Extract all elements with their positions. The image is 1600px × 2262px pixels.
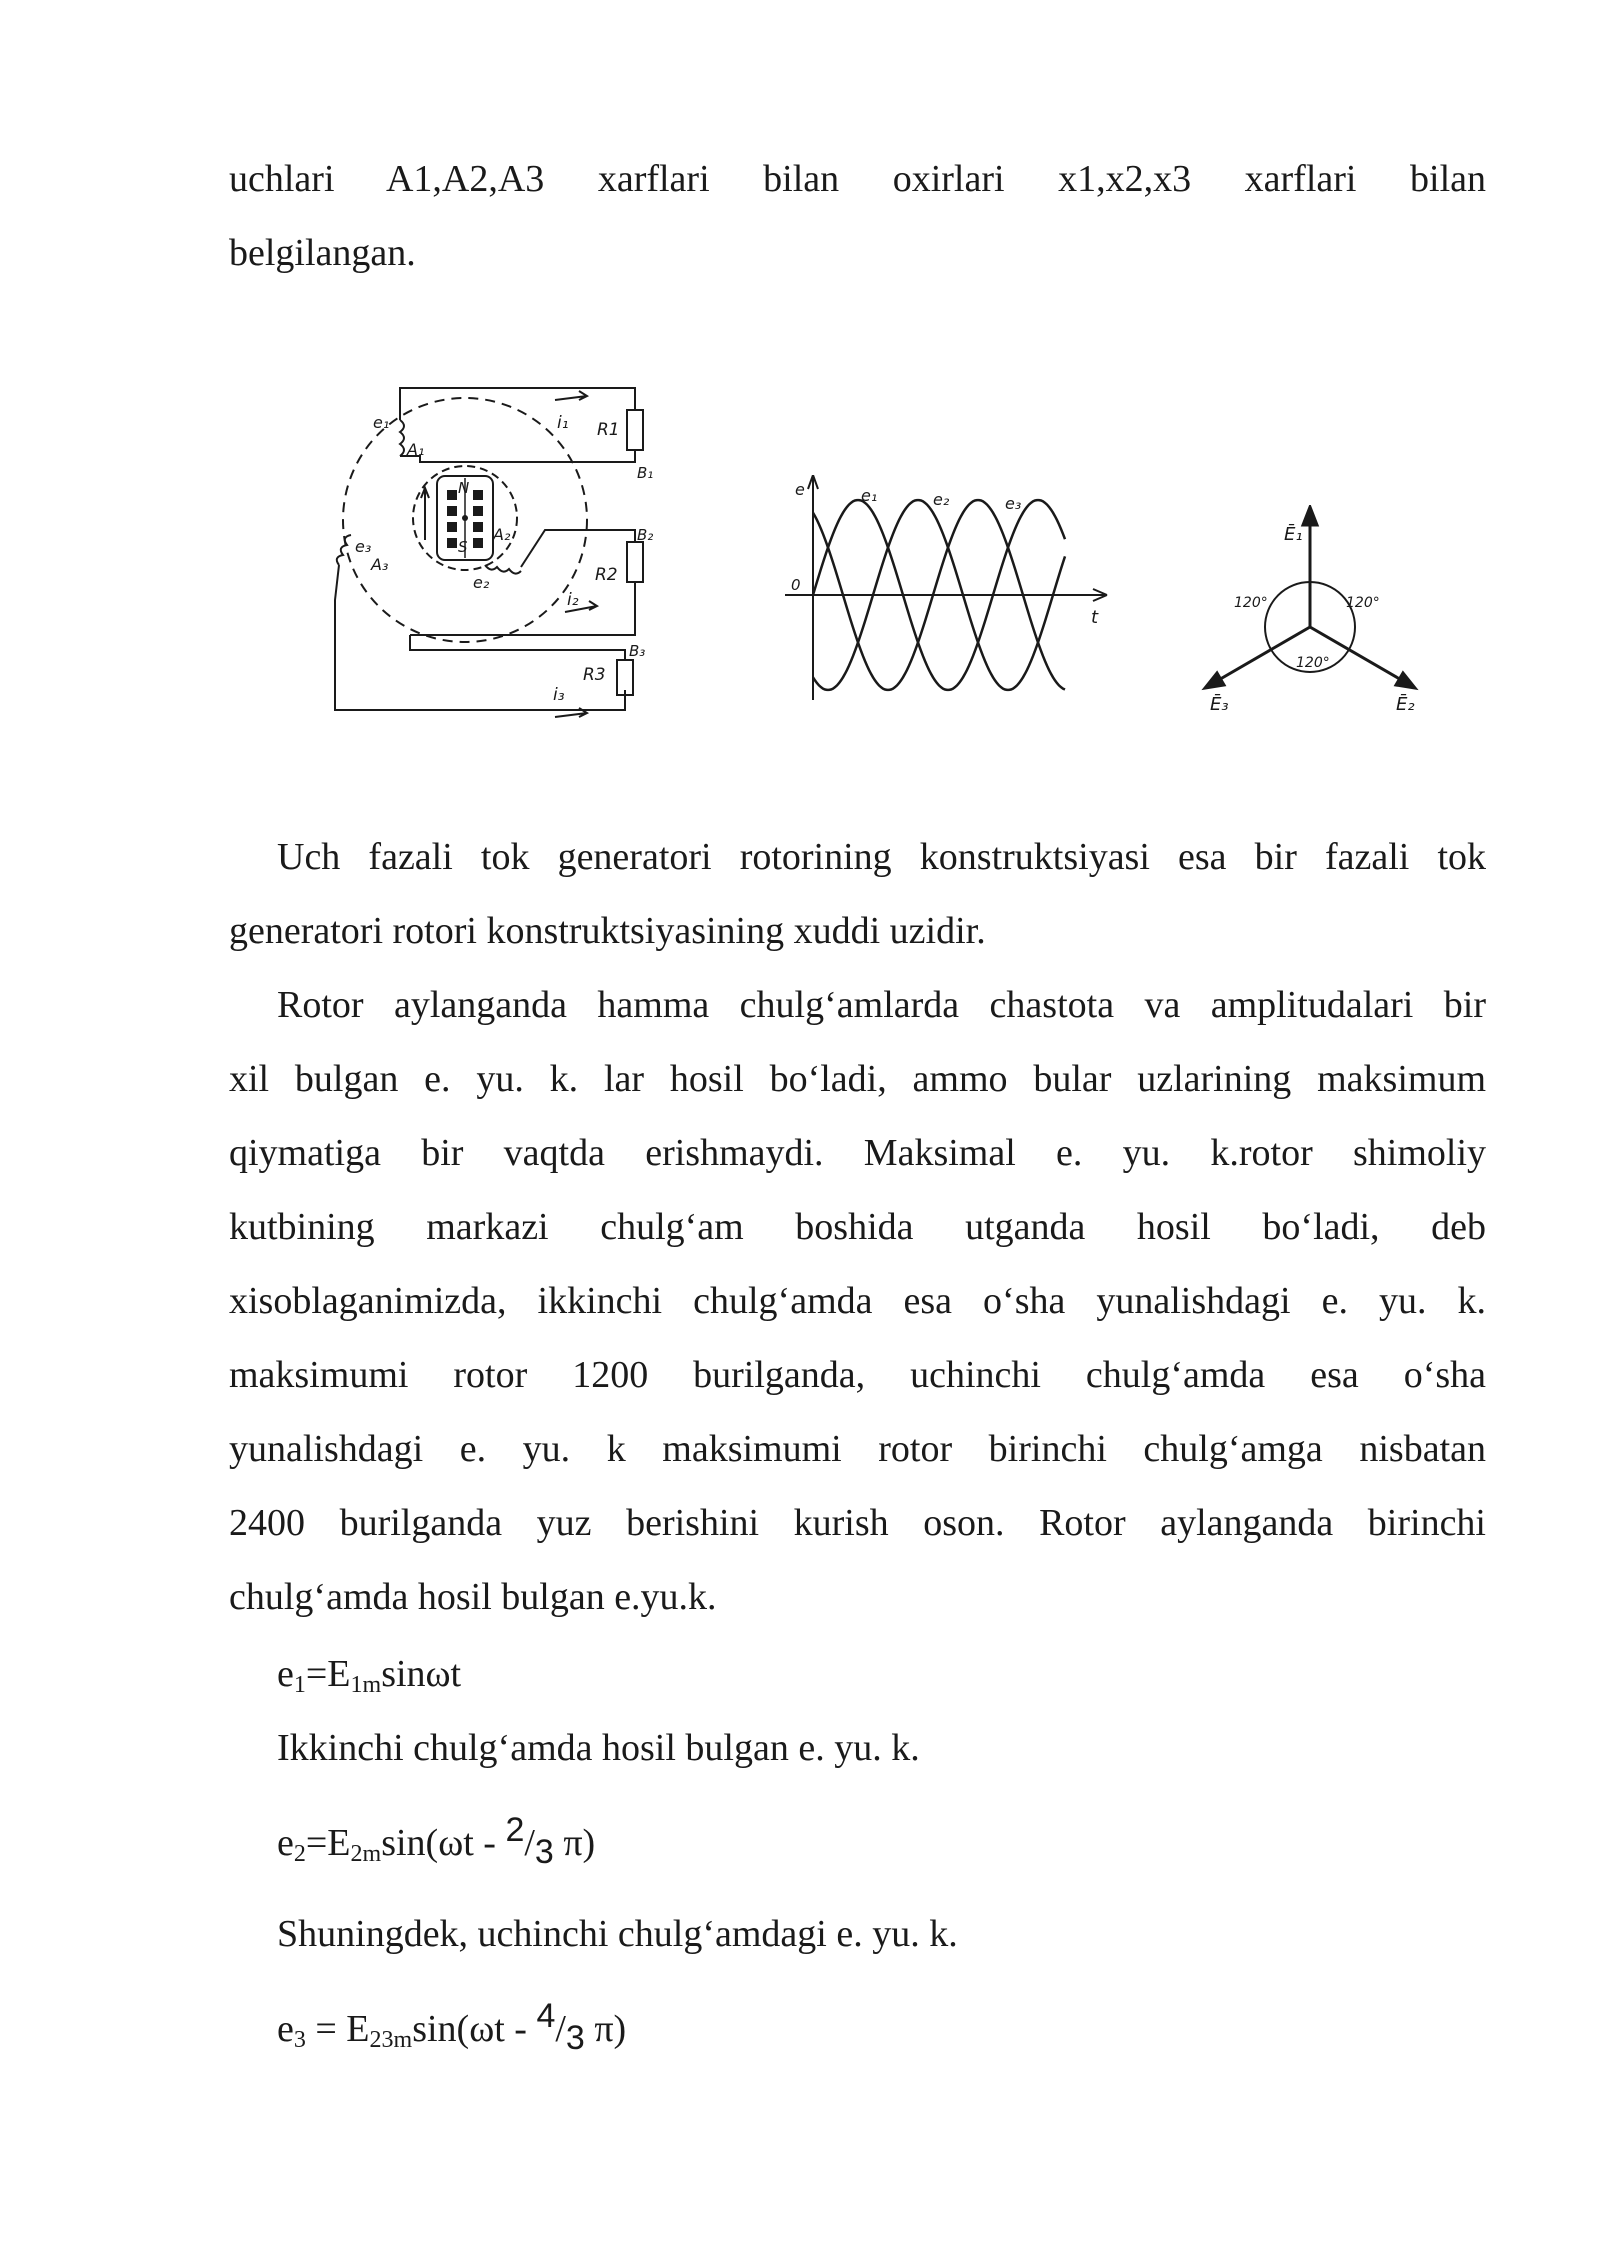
current-arrow-i1 (555, 391, 587, 400)
wire-circuit-1-top (400, 388, 635, 420)
intro-line-2: belgilangan. (229, 232, 416, 274)
label-i3: i₃ (553, 685, 565, 705)
wave-label-e1: e₁ (861, 486, 878, 505)
equation-e1: $e_1=E_{1m}\sin\omega t$ (277, 1653, 462, 1698)
generator-schematic-svg (325, 380, 660, 725)
wire-circuit-2-return (410, 582, 635, 635)
equation-e3: $e_3 = E_{23m}\sin(\omega t - 4/3$ π) (277, 1997, 627, 2057)
label-a2: A₂ (493, 525, 511, 544)
label-i1: i₁ (557, 413, 569, 433)
resistor-r2 (627, 542, 643, 582)
winding-e1-coil (400, 420, 404, 456)
line-shuningdek: Shuningdek, uchinchi chulg‘amdagi e. yu. k. (277, 1913, 958, 1955)
waveform-svg (785, 475, 1120, 705)
paragraph-2-line-6: maksimumi rotor 1200 burilganda, uchinchi chulg‘amda esa o‘sha (229, 1354, 1486, 1396)
label-b3: B₃ (629, 642, 646, 660)
rotor-rotation-arrow (421, 488, 429, 540)
paragraph-2-line-5: xisoblaganimizda, ikkinchi chulg‘amda esa o‘sha yunalishdagi e. yu. k. (229, 1280, 1486, 1322)
label-e3: e₃ (355, 537, 372, 556)
angle-label-bottom: 120° (1296, 655, 1330, 671)
winding-e2-coil (485, 565, 521, 574)
phasor-svg (1200, 505, 1440, 715)
axis-label-t: t (1091, 607, 1099, 628)
phasor-label-e1: Ē₁ (1284, 524, 1303, 545)
wave-label-e3: e₃ (1005, 494, 1022, 513)
line-ikkinchi: Ikkinchi chulg‘amda hosil bulgan e. yu. k. (277, 1727, 920, 1769)
label-e1: e₁ (373, 413, 390, 432)
paragraph-2-line-3: qiymatiga bir vaqtda erishmaydi. Maksimal e. yu. k.rotor shimoliy (229, 1132, 1486, 1174)
wire-circuit-2-top (521, 530, 635, 567)
paragraph-1-line-2: generatori rotori konstruktsiyasining xuddi uzidir. (229, 910, 986, 952)
axis-label-e: e (795, 480, 805, 499)
paragraph-2-line-7: yunalishdagi e. yu. k maksimumi rotor birinchi chulg‘amga nisbatan (229, 1428, 1486, 1470)
label-e2: e₂ (473, 573, 490, 592)
paragraph-2-line-8: 2400 burilganda yuz berishini kurish oson. Rotor aylanganda birinchi (229, 1502, 1486, 1544)
label-r3: R3 (583, 665, 606, 685)
three-phase-waveform-figure (785, 475, 1120, 705)
label-i2: i₂ (567, 590, 579, 610)
paragraph-2-line-2: xil bulgan e. yu. k. lar hosil bo‘ladi, ammo bular uzlarining maksimum (229, 1058, 1486, 1100)
wire-circuit-1-return (400, 450, 635, 462)
label-n: N (458, 479, 470, 497)
phasor-label-e3: Ē₃ (1210, 694, 1229, 715)
resistor-r1 (627, 410, 643, 450)
label-s: S (458, 538, 468, 556)
wire-circuit-3-top (410, 635, 625, 660)
phasor-diagram-figure (1200, 505, 1440, 715)
label-a3: A₃ (371, 555, 389, 574)
paragraph-1-line-1: Uch fazali tok generatori rotorining konstruktsiyasi esa bir fazali tok (277, 836, 1486, 878)
angle-label-left: 120° (1234, 595, 1268, 611)
axis-label-origin: 0 (791, 576, 801, 594)
label-b2: B₂ (637, 526, 654, 544)
label-a1: A₁ (407, 440, 425, 459)
paragraph-2-line-9: chulg‘amda hosil bulgan e.yu.k. (229, 1576, 717, 1618)
label-r2: R2 (595, 565, 618, 585)
phasor-label-e2: Ē₂ (1396, 694, 1415, 715)
equation-e2: $e_2=E_{2m}\sin(\omega t - 2/3$ π) (277, 1811, 596, 1871)
resistor-r3 (617, 660, 633, 695)
label-b1: B₁ (637, 464, 654, 482)
wave-label-e2: e₂ (933, 490, 950, 509)
paragraph-2-line-1: Rotor aylanganda hamma chulg‘amlarda chastota va amplitudalari bir (277, 984, 1486, 1026)
paragraph-2-line-4: kutbining markazi chulg‘am boshida utganda hosil bo‘ladi, deb (229, 1206, 1486, 1248)
phasor-e3 (1210, 627, 1310, 685)
intro-line-1: uchlari A1,A2,A3 xarflari bilan oxirlari x1,x2,x3 xarflari bilan (229, 158, 1486, 200)
angle-label-right: 120° (1346, 595, 1380, 611)
generator-schematic-figure (325, 380, 660, 725)
label-r1: R1 (597, 420, 620, 440)
